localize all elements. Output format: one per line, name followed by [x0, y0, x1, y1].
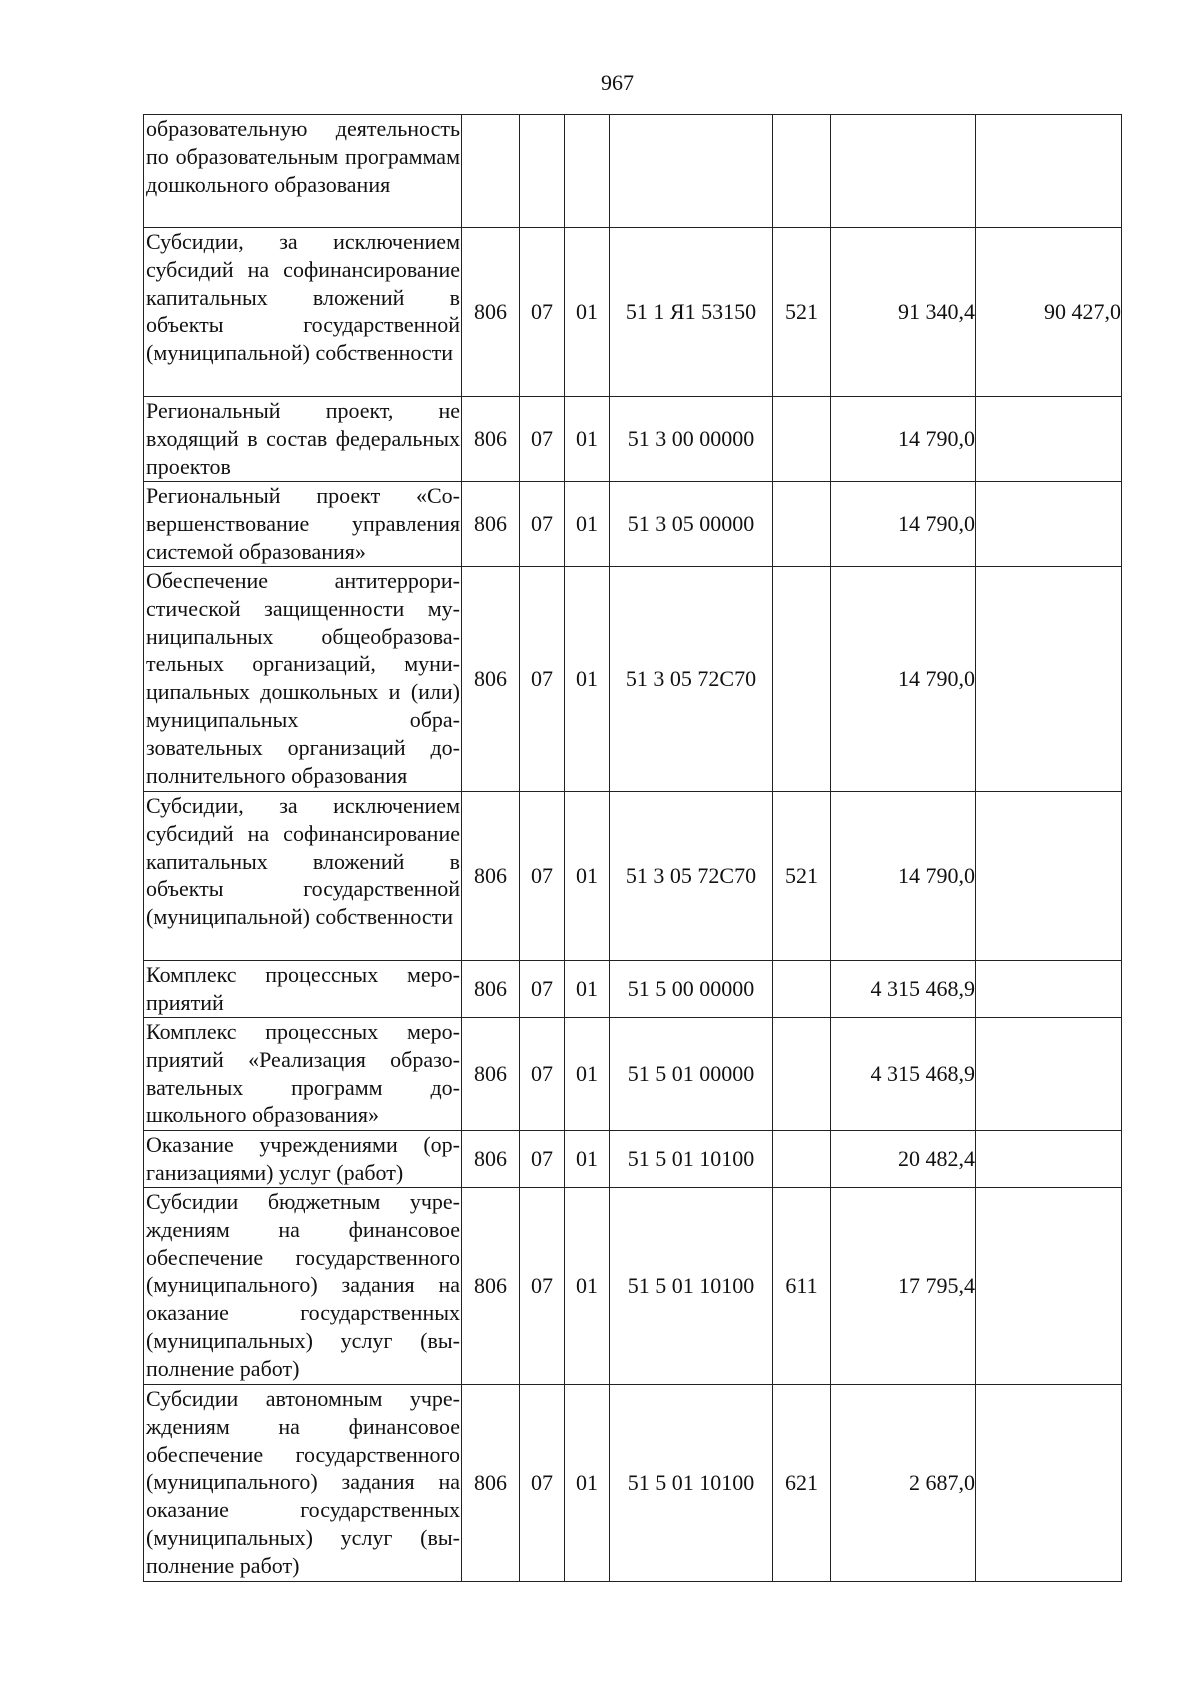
- table-row: [144, 482, 1122, 567]
- amount-cell-1: 17 795,4: [831, 1188, 976, 1385]
- subsection-cell: 01: [565, 228, 610, 397]
- table-row: [144, 792, 1122, 961]
- row-name-cell: Комплекс процессных мероприятий «Реализация образовательных программ дошкольного образования»: [144, 1018, 462, 1131]
- page-number: 967: [601, 70, 634, 95]
- grbs-cell: 806: [462, 792, 520, 961]
- expense-type-cell: [773, 115, 831, 228]
- expense-type-cell: [773, 567, 831, 792]
- expense-type-cell: 611: [773, 1188, 831, 1385]
- amount-cell-2: [976, 1018, 1122, 1131]
- budget-table-body: [144, 115, 1122, 1582]
- amount-cell-1: 91 340,4: [831, 228, 976, 397]
- expense-type-cell: [773, 482, 831, 567]
- expense-type-cell: 521: [773, 228, 831, 397]
- target-code-cell: 51 5 01 10100: [610, 1188, 773, 1385]
- amount-cell-1: 4 315 468,9: [831, 961, 976, 1018]
- amount-cell-1: 2 687,0: [831, 1385, 976, 1582]
- grbs-cell: 806: [462, 1385, 520, 1582]
- target-code-cell: [610, 115, 773, 228]
- row-name-cell: Комплекс процессных мероприятий: [144, 961, 462, 1018]
- amount-cell-1: 14 790,0: [831, 792, 976, 961]
- amount-cell-1: 4 315 468,9: [831, 1018, 976, 1131]
- amount-cell-1: 14 790,0: [831, 567, 976, 792]
- table-row: [144, 1131, 1122, 1188]
- grbs-cell: [462, 115, 520, 228]
- row-name-cell: Обеспечение антитеррористической защищенности муниципальных общеобразовательных организаций, муниципальных дошкольных и (или) муниципальных образовательных организаций дополнительного образования: [144, 567, 462, 792]
- section-cell: 07: [520, 567, 565, 792]
- grbs-cell: 806: [462, 961, 520, 1018]
- amount-cell-2: [976, 1188, 1122, 1385]
- budget-table: [143, 114, 1122, 1582]
- grbs-cell: 806: [462, 228, 520, 397]
- subsection-cell: 01: [565, 397, 610, 482]
- amount-cell-2: [976, 482, 1122, 567]
- amount-cell-2: 90 427,0: [976, 228, 1122, 397]
- row-name-cell: Региональный проект, не входящий в состав федеральных проектов: [144, 397, 462, 482]
- expense-type-cell: [773, 961, 831, 1018]
- grbs-cell: 806: [462, 567, 520, 792]
- section-cell: 07: [520, 1188, 565, 1385]
- amount-cell-2: [976, 1385, 1122, 1582]
- subsection-cell: 01: [565, 961, 610, 1018]
- expense-type-cell: 621: [773, 1385, 831, 1582]
- grbs-cell: 806: [462, 1188, 520, 1385]
- section-cell: 07: [520, 1018, 565, 1131]
- section-cell: [520, 115, 565, 228]
- amount-cell-2: [976, 567, 1122, 792]
- table-row: [144, 961, 1122, 1018]
- table-row: [144, 228, 1122, 397]
- section-cell: 07: [520, 792, 565, 961]
- amount-cell-2: [976, 961, 1122, 1018]
- expense-type-cell: [773, 397, 831, 482]
- target-code-cell: 51 5 01 10100: [610, 1385, 773, 1582]
- amount-cell-2: [976, 397, 1122, 482]
- target-code-cell: 51 1 Я1 53150: [610, 228, 773, 397]
- section-cell: 07: [520, 1385, 565, 1582]
- table-row: [144, 115, 1122, 228]
- row-name-cell: Субсидии бюджетным учреждениям на финансовое обеспечение государственного (муниципального) задания на оказание государственных (муниципальных) услуг (выполнение работ): [144, 1188, 462, 1385]
- amount-cell-2: [976, 115, 1122, 228]
- amount-cell-2: [976, 1131, 1122, 1188]
- amount-cell-1: 20 482,4: [831, 1131, 976, 1188]
- table-row: [144, 1385, 1122, 1582]
- section-cell: 07: [520, 961, 565, 1018]
- table-row: [144, 1018, 1122, 1131]
- amount-cell-2: [976, 792, 1122, 961]
- grbs-cell: 806: [462, 1131, 520, 1188]
- row-name-cell: образовательную деятельность по образовательным программам дошкольного образования: [144, 115, 462, 228]
- target-code-cell: 51 3 05 72С70: [610, 792, 773, 961]
- subsection-cell: 01: [565, 792, 610, 961]
- section-cell: 07: [520, 1131, 565, 1188]
- table-row: [144, 397, 1122, 482]
- expense-type-cell: [773, 1018, 831, 1131]
- subsection-cell: 01: [565, 482, 610, 567]
- table-row: [144, 567, 1122, 792]
- row-name-cell: Субсидии автономным учреждениям на финансовое обеспечение государственного (муниципального) задания на оказание государственных (муниципальных) услуг (выполнение работ): [144, 1385, 462, 1582]
- table-row: [144, 1188, 1122, 1385]
- grbs-cell: 806: [462, 482, 520, 567]
- amount-cell-1: [831, 115, 976, 228]
- expense-type-cell: [773, 1131, 831, 1188]
- section-cell: 07: [520, 482, 565, 567]
- subsection-cell: 01: [565, 1385, 610, 1582]
- subsection-cell: 01: [565, 567, 610, 792]
- grbs-cell: 806: [462, 1018, 520, 1131]
- row-name-cell: Региональный проект «Совершенствование управления системой образования»: [144, 482, 462, 567]
- subsection-cell: 01: [565, 1018, 610, 1131]
- subsection-cell: 01: [565, 1131, 610, 1188]
- target-code-cell: 51 5 01 00000: [610, 1018, 773, 1131]
- target-code-cell: 51 5 00 00000: [610, 961, 773, 1018]
- subsection-cell: 01: [565, 1188, 610, 1385]
- target-code-cell: 51 3 05 00000: [610, 482, 773, 567]
- grbs-cell: 806: [462, 397, 520, 482]
- amount-cell-1: 14 790,0: [831, 482, 976, 567]
- row-name-cell: Оказание учреждениями (организациями) услуг (работ): [144, 1131, 462, 1188]
- row-name-cell: Субсидии, за исключением субсидий на софинансирование капитальных вложений в объекты государственной (муниципальной) собственности: [144, 228, 462, 397]
- target-code-cell: 51 5 01 10100: [610, 1131, 773, 1188]
- subsection-cell: [565, 115, 610, 228]
- amount-cell-1: 14 790,0: [831, 397, 976, 482]
- expense-type-cell: 521: [773, 792, 831, 961]
- target-code-cell: 51 3 00 00000: [610, 397, 773, 482]
- section-cell: 07: [520, 228, 565, 397]
- row-name-cell: Субсидии, за исключением субсидий на софинансирование капитальных вложений в объекты государственной (муниципальной) собственности: [144, 792, 462, 961]
- target-code-cell: 51 3 05 72С70: [610, 567, 773, 792]
- section-cell: 07: [520, 397, 565, 482]
